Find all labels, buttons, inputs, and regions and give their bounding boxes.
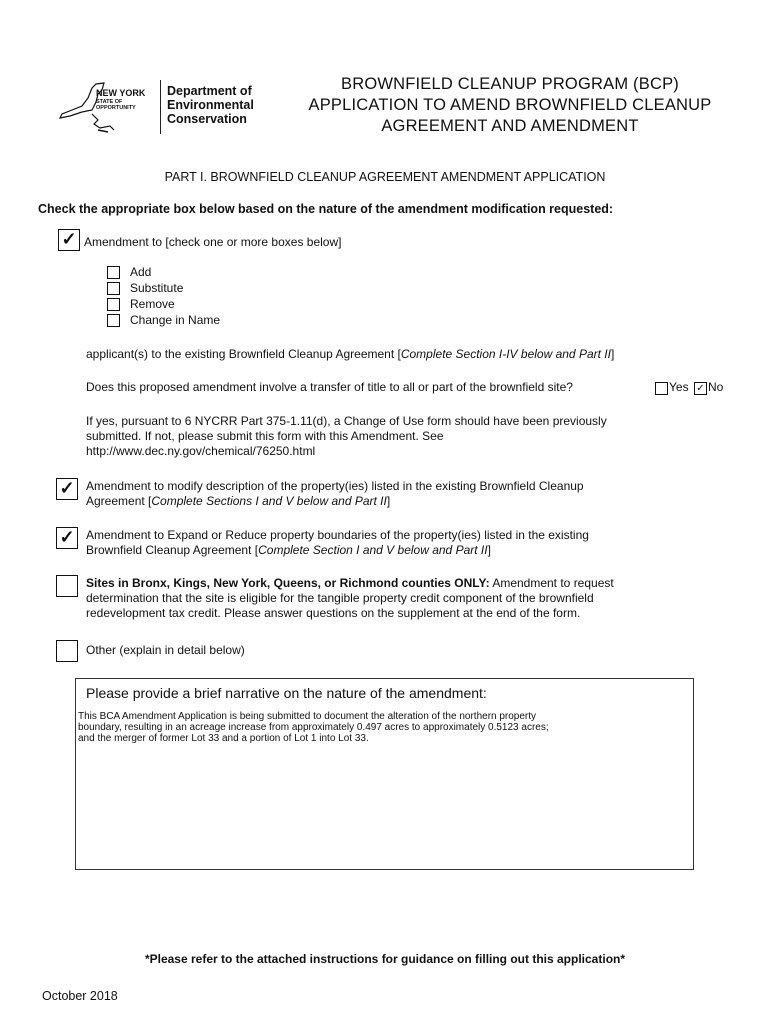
expand-reduce-checkbox[interactable]: ✓ <box>56 527 78 549</box>
add-label: Add <box>130 265 152 279</box>
change-in-name-label: Change in Name <box>130 313 221 327</box>
yes-checkbox[interactable] <box>655 382 668 395</box>
narrative-box[interactable] <box>75 678 694 870</box>
remove-checkbox[interactable] <box>107 298 120 311</box>
yes-label: Yes <box>669 380 689 394</box>
form-date: October 2018 <box>42 989 118 1003</box>
amendment-to-label: Amendment to [check one or more boxes below] <box>84 235 342 249</box>
part-title: PART I. BROWNFIELD CLEANUP AGREEMENT AMENDMENT APPLICATION <box>164 170 606 184</box>
expand-reduce-label: Amendment to Expand or Reduce property boundaries of the property(ies) listed in the existing Brownfield Cleanup Agreement [Complete Section I and V below and Part II] <box>86 528 589 557</box>
no-label: No <box>708 380 724 394</box>
ny-logo-text: NEW YORK <box>96 88 146 98</box>
substitute-checkbox[interactable] <box>107 282 120 295</box>
modify-description-label: Amendment to modify description of the property(ies) listed in the existing Brownfield Cleanup Agreement [Complete Sections I and V below and Part II] <box>86 479 584 508</box>
department-name: Department of Environmental Conservation <box>167 84 254 126</box>
modify-description-checkbox[interactable]: ✓ <box>56 478 78 500</box>
logo-divider <box>160 80 161 134</box>
other-label: Other (explain in detail below) <box>86 643 245 657</box>
tangible-property-checkbox[interactable] <box>56 575 78 597</box>
add-checkbox[interactable] <box>107 266 120 279</box>
no-checkbox[interactable]: ✓ <box>694 382 707 395</box>
tangible-property-label: Sites in Bronx, Kings, New York, Queens, or Richmond counties ONLY: Amendment to request determination that the site is eligible for the tangible property credit component of the brownfield redevelopment tax credit. Please answer questions on the supplement at the end of the form. <box>86 576 614 620</box>
remove-label: Remove <box>130 297 175 311</box>
footer-note: *Please refer to the attached instructions for guidance on filling out this application* <box>144 952 626 966</box>
change-in-name-checkbox[interactable] <box>107 314 120 327</box>
amendment-to-checkbox[interactable]: ✓ <box>58 229 80 251</box>
narrative-title: Please provide a brief narrative on the nature of the amendment: <box>86 685 487 701</box>
narrative-text: This BCA Amendment Application is being submitted to document the alteration of the northern property boundary, resulting in an acreage increase from approximately 0.497 acres to approximately 0.5123 acres; and the merger of former Lot 33 and a portion of Lot 1 into Lot 33. <box>78 711 549 744</box>
transfer-question: Does this proposed amendment involve a transfer of title to all or part of the brownfield site? <box>86 380 573 394</box>
if-yes-paragraph: If yes, pursuant to 6 NYCRR Part 375-1.11(d), a Change of Use form should have been previously submitted. If not, please submit this form with this Amendment. See http://www.dec.ny.gov/chemical/76250.html <box>86 414 607 458</box>
ny-logo-subtext: STATE OF OPPORTUNITY <box>96 99 136 111</box>
instruction-text: Check the appropriate box below based on the nature of the amendment modification requested: <box>38 202 614 216</box>
document-title: BROWNFIELD CLEANUP PROGRAM (BCP) APPLICATION TO AMEND BROWNFIELD CLEANUP AGREEMENT AND AMENDMENT <box>308 75 712 135</box>
applicant-text: applicant(s) to the existing Brownfield Cleanup Agreement [Complete Section I-IV below and Part II] <box>86 347 615 361</box>
substitute-label: Substitute <box>130 281 184 295</box>
other-checkbox[interactable] <box>56 640 78 662</box>
